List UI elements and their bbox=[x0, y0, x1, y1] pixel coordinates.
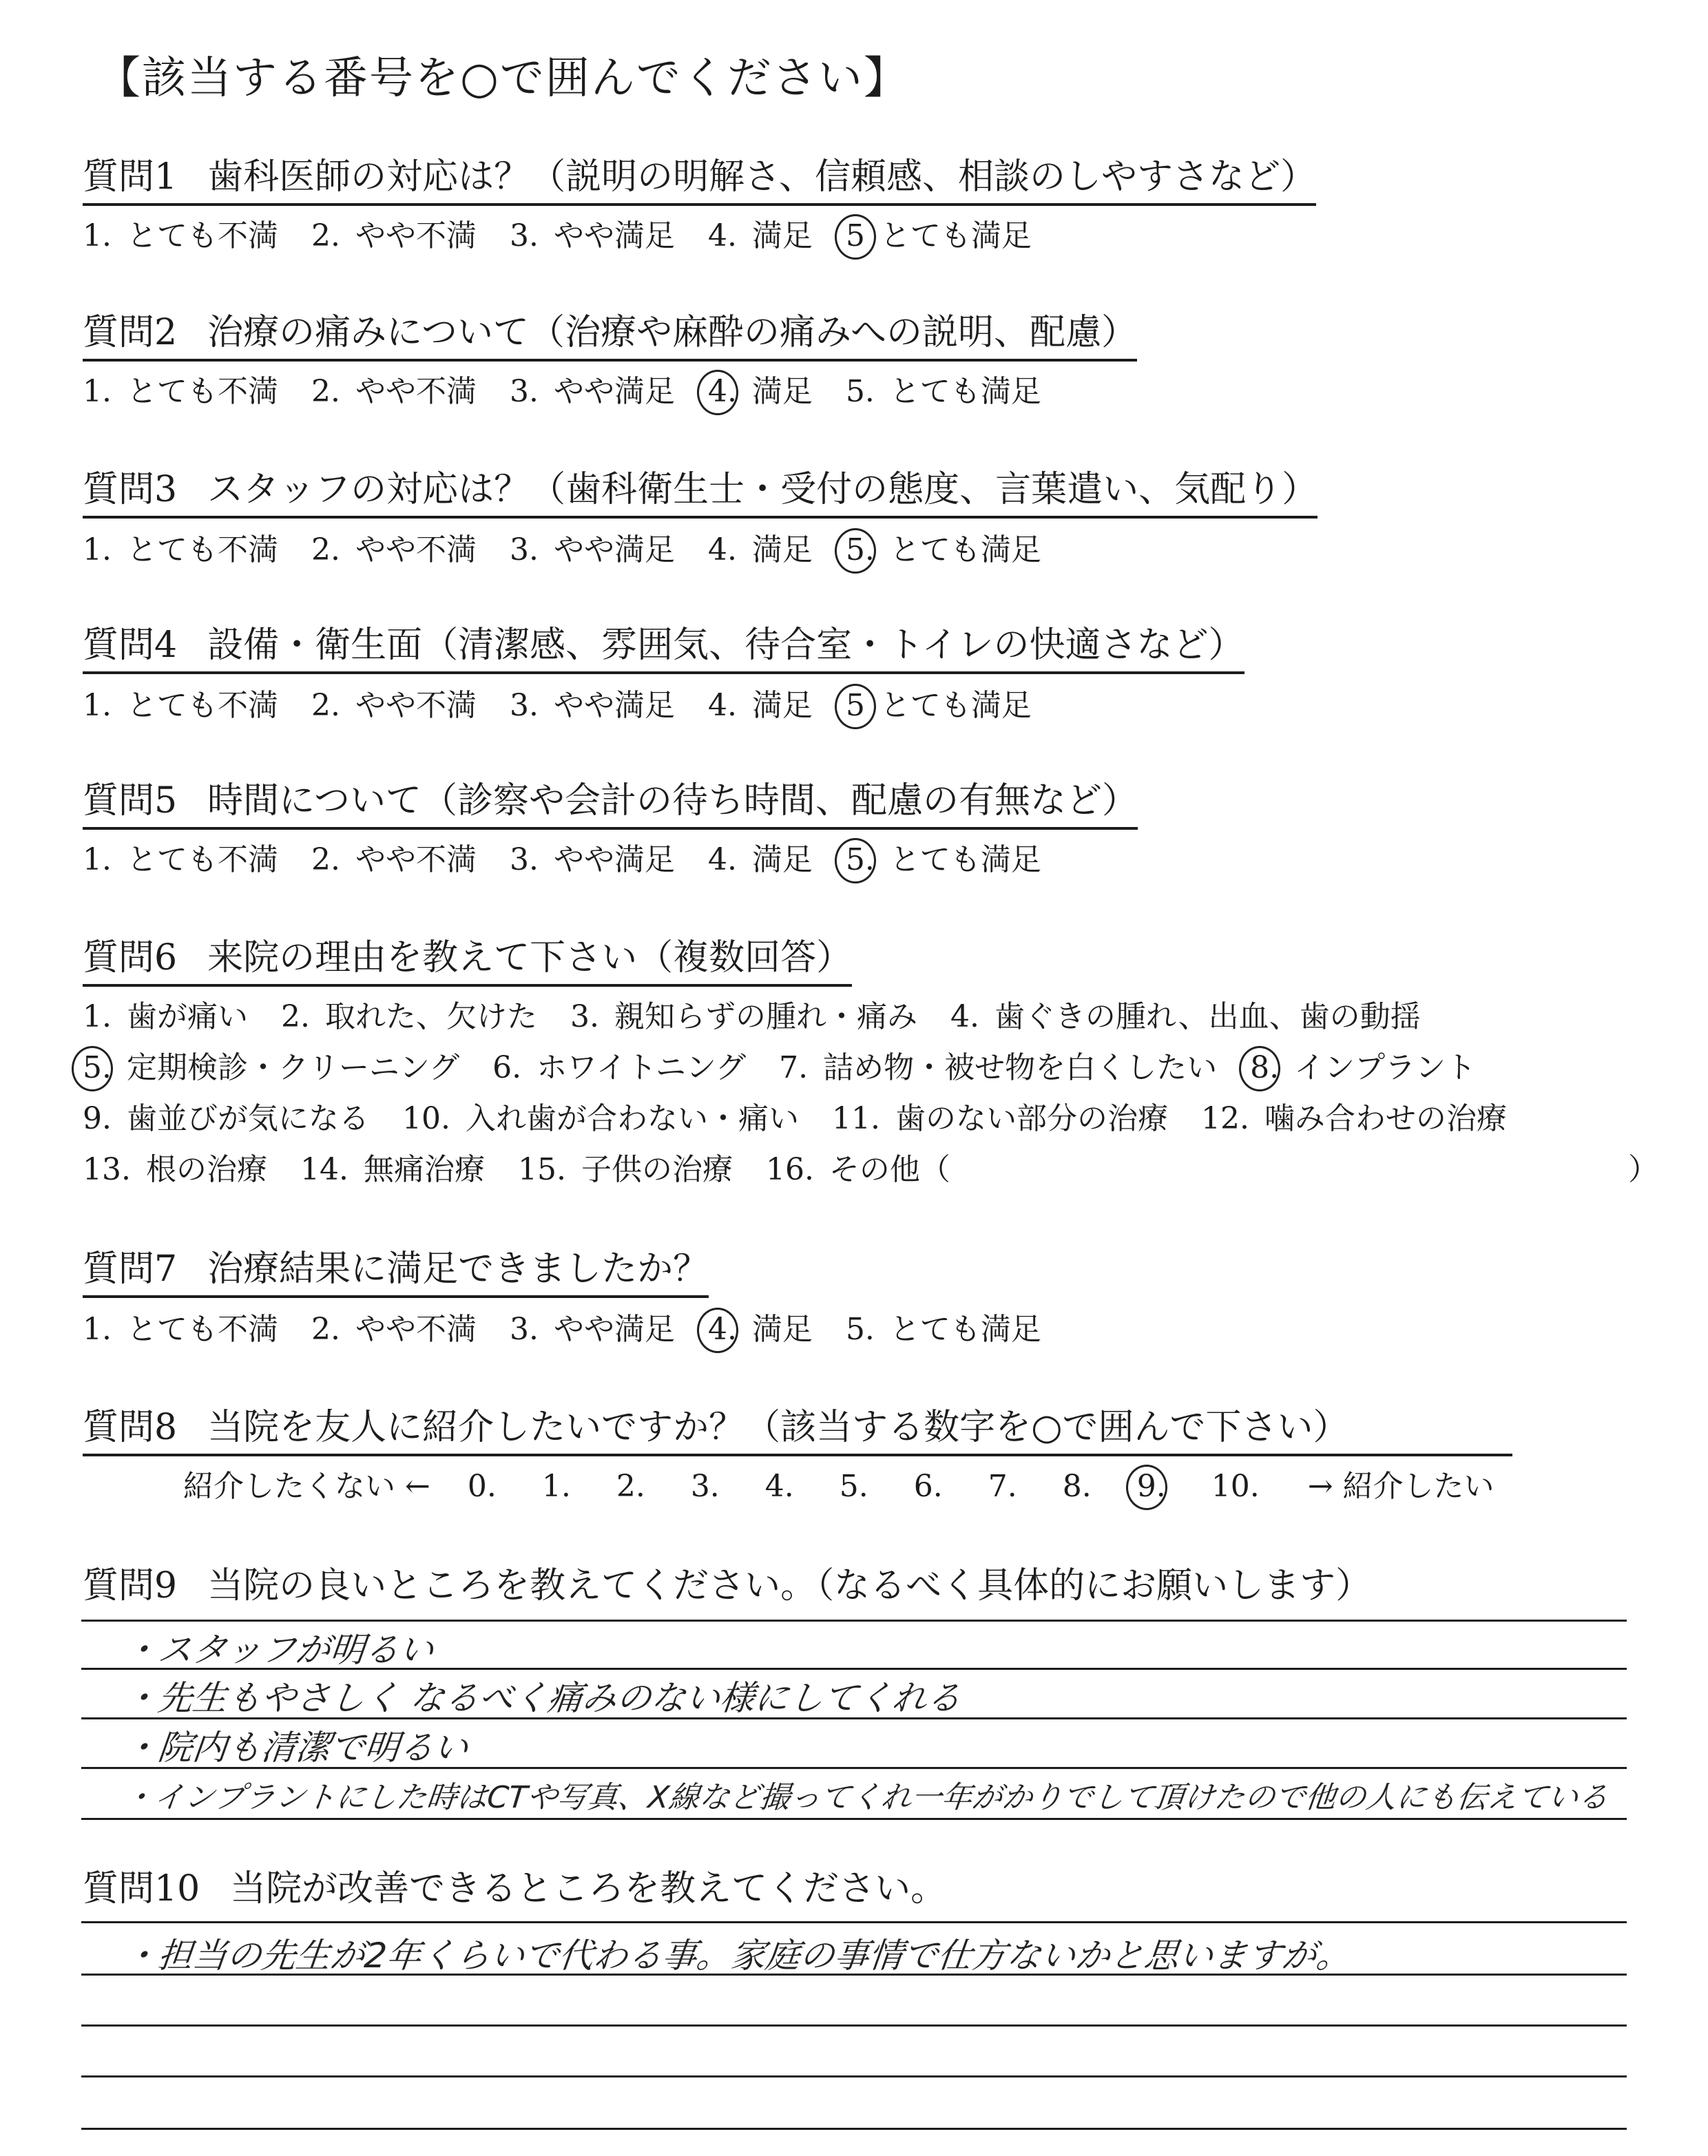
option-1[interactable] bbox=[83, 366, 278, 410]
question-number: 質問6 bbox=[83, 937, 178, 978]
option-number: 1. bbox=[83, 532, 112, 567]
scale-4[interactable] bbox=[765, 1469, 809, 1504]
scale-0[interactable] bbox=[468, 1469, 512, 1504]
option-5[interactable] bbox=[846, 1304, 1041, 1348]
reason-16[interactable] bbox=[766, 1144, 950, 1189]
option-number: 16. bbox=[765, 1152, 814, 1187]
q3-options bbox=[83, 525, 1074, 569]
question-9 bbox=[83, 1556, 1371, 1608]
option-3[interactable] bbox=[510, 680, 675, 724]
option-number: 2. bbox=[311, 374, 340, 409]
option-number: 5. bbox=[845, 374, 875, 409]
option-label: 満足 bbox=[751, 842, 813, 877]
circled-option-number: 9. bbox=[1136, 1469, 1166, 1504]
option-4[interactable] bbox=[708, 1304, 813, 1348]
option-number: 2. bbox=[311, 532, 340, 567]
option-1[interactable] bbox=[83, 211, 278, 255]
option-number: 8. bbox=[1062, 1469, 1092, 1504]
option-5[interactable] bbox=[846, 680, 1032, 724]
scale-3[interactable] bbox=[691, 1469, 735, 1504]
scale-8[interactable] bbox=[1063, 1469, 1107, 1504]
option-label: とても満足 bbox=[889, 842, 1041, 877]
option-number: 1. bbox=[83, 842, 112, 877]
question-number: 質問2 bbox=[83, 312, 178, 353]
option-label: やや満足 bbox=[553, 1312, 675, 1347]
question-number: 質問9 bbox=[83, 1565, 178, 1606]
option-label: 歯並びが気になる bbox=[126, 1101, 369, 1136]
reason-2[interactable] bbox=[281, 992, 537, 1036]
q5-options bbox=[83, 835, 1074, 879]
option-5[interactable] bbox=[846, 525, 1041, 569]
q9-rule-line bbox=[81, 1620, 1627, 1622]
reason-15[interactable] bbox=[518, 1144, 733, 1189]
option-label: やや不満 bbox=[355, 532, 477, 567]
option-number: 4. bbox=[764, 1469, 794, 1504]
option-label: やや満足 bbox=[553, 688, 675, 723]
option-label: インプラント bbox=[1294, 1050, 1477, 1085]
option-number: 13. bbox=[83, 1152, 131, 1187]
option-number: 10. bbox=[1211, 1469, 1260, 1504]
option-label: やや不満 bbox=[355, 218, 477, 253]
option-1[interactable] bbox=[83, 835, 278, 879]
question-text: スタッフの対応は？（歯科衛生士・受付の態度、言葉遣い、気配り） bbox=[207, 469, 1318, 510]
option-label: その他（ bbox=[829, 1152, 950, 1187]
q6-row-3 bbox=[83, 1093, 1540, 1138]
circled-option-number: 4. bbox=[707, 374, 737, 409]
question-text: 当院が改善できるところを教えてください。 bbox=[230, 1868, 947, 1909]
option-3[interactable] bbox=[510, 525, 675, 569]
option-number: 12. bbox=[1200, 1101, 1249, 1136]
q6-row-2 bbox=[83, 1043, 1509, 1087]
option-number: 2. bbox=[311, 688, 340, 723]
option-number: 3. bbox=[570, 999, 599, 1034]
option-label: 歯のない部分の治療 bbox=[895, 1101, 1168, 1136]
option-label: とても不満 bbox=[126, 1312, 278, 1347]
option-label: 詰め物・被せ物を白くしたい bbox=[823, 1050, 1218, 1085]
question-number: 質問8 bbox=[83, 1407, 178, 1448]
option-label: 満足 bbox=[751, 218, 813, 253]
q2-options bbox=[83, 366, 1074, 410]
option-number: 1. bbox=[83, 218, 112, 253]
option-number: 1. bbox=[83, 999, 112, 1034]
option-number: 2. bbox=[311, 1312, 340, 1347]
option-number: 1. bbox=[83, 1312, 112, 1347]
circled-option-number: 8. bbox=[1250, 1050, 1280, 1085]
option-3[interactable] bbox=[510, 366, 675, 410]
option-number: 2. bbox=[616, 1469, 645, 1504]
option-label: 入れ歯が合わない・痛い bbox=[465, 1101, 799, 1136]
option-number: 0. bbox=[467, 1469, 497, 1504]
option-3[interactable] bbox=[510, 1304, 675, 1348]
option-3[interactable] bbox=[510, 835, 675, 879]
option-number: 10. bbox=[402, 1101, 450, 1136]
circled-option-number: 4. bbox=[707, 1312, 737, 1347]
question-10 bbox=[83, 1859, 946, 1911]
option-number: 3. bbox=[509, 218, 539, 253]
reason-9[interactable] bbox=[83, 1093, 369, 1138]
circled-option-number: 5 bbox=[845, 688, 865, 723]
option-label: 親知らずの腫れ・痛み bbox=[614, 999, 917, 1034]
reason-5[interactable] bbox=[83, 1043, 459, 1087]
circled-option-number: 5. bbox=[845, 532, 875, 567]
option-number: 4. bbox=[707, 218, 737, 253]
q10-rule-line bbox=[81, 2075, 1627, 2077]
q10-rule-line bbox=[81, 1921, 1627, 1923]
option-number: 6. bbox=[492, 1050, 522, 1085]
option-number: 4. bbox=[707, 688, 737, 723]
option-label: 子供の治療 bbox=[581, 1152, 733, 1187]
q9-rule-line bbox=[81, 1818, 1627, 1820]
option-4[interactable] bbox=[708, 211, 813, 255]
scale-6[interactable] bbox=[914, 1469, 958, 1504]
q1-options bbox=[83, 211, 1065, 255]
option-number: 3. bbox=[509, 842, 539, 877]
option-label: 根の治療 bbox=[145, 1152, 267, 1187]
option-label: 歯が痛い bbox=[126, 999, 248, 1034]
question-number: 質問5 bbox=[83, 780, 178, 821]
option-label: とても不満 bbox=[126, 374, 278, 409]
q8-left-label: 紹介したくない ← bbox=[183, 1469, 430, 1504]
question-text: 当院の良いところを教えてください。（なるべく具体的にお願いします） bbox=[207, 1565, 1372, 1606]
question-1 bbox=[83, 147, 1316, 206]
option-number: 3. bbox=[509, 1312, 539, 1347]
reason-8[interactable] bbox=[1250, 1043, 1476, 1087]
q6-other-close-paren: ） bbox=[1628, 1152, 1658, 1187]
reason-3[interactable] bbox=[570, 992, 917, 1036]
option-label: やや不満 bbox=[355, 1312, 477, 1347]
option-label: ホワイトニング bbox=[537, 1050, 747, 1085]
option-4[interactable] bbox=[708, 680, 813, 724]
option-number: 1. bbox=[541, 1469, 571, 1504]
option-label: 満足 bbox=[751, 374, 813, 409]
option-label: とても満足 bbox=[889, 374, 1041, 409]
q8-right-label: → 紹介したい bbox=[1307, 1469, 1494, 1504]
q9-answer-3: ・院内も清潔で明るい bbox=[121, 1728, 470, 1768]
option-label: やや不満 bbox=[355, 688, 477, 723]
option-number: 5. bbox=[845, 1312, 875, 1347]
option-2[interactable] bbox=[311, 211, 477, 255]
question-text: 設備・衛生面（清潔感、雰囲気、待合室・トイレの快適さなど） bbox=[207, 625, 1244, 666]
option-label: 取れた、欠けた bbox=[324, 999, 537, 1034]
option-1[interactable] bbox=[83, 680, 278, 724]
reason-13[interactable] bbox=[83, 1144, 267, 1189]
option-label: 満足 bbox=[751, 688, 813, 723]
reason-7[interactable] bbox=[779, 1043, 1217, 1087]
reason-4[interactable] bbox=[950, 992, 1421, 1036]
reason-6[interactable] bbox=[492, 1043, 746, 1087]
option-number: 9. bbox=[83, 1101, 112, 1136]
option-label: 満足 bbox=[751, 532, 813, 567]
question-text: 当院を友人に紹介したいですか？（該当する数字を○で囲んで下さい） bbox=[207, 1407, 1349, 1448]
option-number: 7. bbox=[988, 1469, 1017, 1504]
q9-answer-2: ・先生もやさしく なるべく痛みのない様にしてくれる bbox=[121, 1678, 964, 1718]
option-number: 1. bbox=[83, 688, 112, 723]
question-text: 治療結果に満足できましたか？ bbox=[207, 1248, 709, 1290]
scale-10[interactable] bbox=[1211, 1469, 1275, 1504]
option-2[interactable] bbox=[311, 680, 477, 724]
question-text: 時間について（診察や会計の待ち時間、配慮の有無など） bbox=[207, 780, 1138, 821]
q6-row-1 bbox=[83, 992, 1454, 1036]
question-text: 治療の痛みについて（治療や麻酔の痛みへの説明、配慮） bbox=[207, 312, 1138, 353]
circled-option-number: 5. bbox=[83, 1050, 112, 1085]
reason-14[interactable] bbox=[300, 1144, 485, 1189]
option-number: 3. bbox=[509, 374, 539, 409]
option-number: 6. bbox=[913, 1469, 943, 1504]
option-label: 定期検診・クリーニング bbox=[126, 1050, 460, 1085]
option-3[interactable] bbox=[510, 211, 675, 255]
option-1[interactable] bbox=[83, 525, 278, 569]
option-number: 4. bbox=[950, 999, 979, 1034]
option-label: やや不満 bbox=[355, 374, 477, 409]
reason-12[interactable] bbox=[1201, 1093, 1507, 1138]
option-number: 2. bbox=[311, 218, 340, 253]
form-heading: 【該当する番号を○で囲んでください】 bbox=[96, 53, 909, 104]
option-label: とても不満 bbox=[126, 688, 278, 723]
option-number: 4. bbox=[707, 842, 737, 877]
option-label: とても不満 bbox=[126, 218, 278, 253]
option-number: 2. bbox=[280, 999, 310, 1034]
question-number: 質問4 bbox=[83, 625, 178, 666]
scale-5[interactable] bbox=[840, 1469, 884, 1504]
q8-scale bbox=[183, 1461, 1494, 1505]
option-number: 14. bbox=[300, 1152, 348, 1187]
q10-rule-line bbox=[81, 2128, 1627, 2130]
q4-options bbox=[83, 680, 1065, 724]
circled-option-number: 5 bbox=[845, 218, 865, 253]
option-number: 7. bbox=[779, 1050, 809, 1085]
option-label: やや満足 bbox=[553, 374, 675, 409]
option-2[interactable] bbox=[311, 835, 477, 879]
scale-2[interactable] bbox=[616, 1469, 660, 1504]
option-number: 3. bbox=[509, 688, 539, 723]
question-8 bbox=[83, 1398, 1512, 1456]
option-label: とても満足 bbox=[879, 688, 1032, 723]
option-number: 2. bbox=[311, 842, 340, 877]
option-label: やや満足 bbox=[553, 532, 675, 567]
question-number: 質問1 bbox=[83, 156, 178, 198]
option-number: 4. bbox=[707, 532, 737, 567]
question-6 bbox=[83, 928, 852, 987]
question-number: 質問7 bbox=[83, 1248, 178, 1290]
option-number: 15. bbox=[517, 1152, 566, 1187]
scale-7[interactable] bbox=[988, 1469, 1032, 1504]
reason-11[interactable] bbox=[832, 1093, 1168, 1138]
scale-9[interactable] bbox=[1137, 1469, 1181, 1504]
option-label: とても不満 bbox=[126, 532, 278, 567]
option-label: やや満足 bbox=[553, 218, 675, 253]
q6-row-4 bbox=[83, 1144, 983, 1189]
question-2 bbox=[83, 303, 1137, 362]
option-label: とても不満 bbox=[126, 842, 278, 877]
circled-option-number: 5. bbox=[845, 842, 875, 877]
q9-answer-4: ・インプラントにした時はCTや写真、X線など撮ってくれ一年がかりでして頂けたので他の人にも伝えている bbox=[121, 1780, 1610, 1815]
option-4[interactable] bbox=[708, 366, 813, 410]
scale-1[interactable] bbox=[542, 1469, 586, 1504]
option-label: 歯ぐきの腫れ、出血、歯の動揺 bbox=[994, 999, 1421, 1034]
option-2[interactable] bbox=[311, 525, 477, 569]
option-2[interactable] bbox=[311, 1304, 477, 1348]
reason-10[interactable] bbox=[402, 1093, 799, 1138]
option-number: 11. bbox=[831, 1101, 880, 1136]
q10-rule-line bbox=[81, 2024, 1627, 2027]
option-number: 3. bbox=[509, 532, 539, 567]
question-7 bbox=[83, 1239, 709, 1298]
option-5[interactable] bbox=[846, 366, 1041, 410]
question-text: 来院の理由を教えて下さい（複数回答） bbox=[207, 937, 853, 978]
reason-1[interactable] bbox=[83, 992, 248, 1036]
option-number: 1. bbox=[83, 374, 112, 409]
option-5[interactable] bbox=[846, 835, 1041, 879]
option-label: 満足 bbox=[751, 1312, 813, 1347]
option-4[interactable] bbox=[708, 525, 813, 569]
option-label: 無痛治療 bbox=[363, 1152, 485, 1187]
option-label: とても満足 bbox=[879, 218, 1032, 253]
option-4[interactable] bbox=[708, 835, 813, 879]
option-number: 5. bbox=[839, 1469, 868, 1504]
question-4 bbox=[83, 616, 1244, 674]
option-2[interactable] bbox=[311, 366, 477, 410]
question-text: 歯科医師の対応は？（説明の明解さ、信頼感、相談のしやすさなど） bbox=[207, 156, 1317, 198]
option-label: とても満足 bbox=[889, 532, 1041, 567]
option-5[interactable] bbox=[846, 211, 1032, 255]
option-label: やや満足 bbox=[553, 842, 675, 877]
question-5 bbox=[83, 771, 1138, 830]
q10-answer-1: ・担当の先生が2年くらいで代わる事。家庭の事情で仕方ないかと思いますが。 bbox=[121, 1936, 1353, 1976]
option-label: やや不満 bbox=[355, 842, 477, 877]
option-label: 噛み合わせの治療 bbox=[1264, 1101, 1507, 1136]
option-number: 3. bbox=[690, 1469, 720, 1504]
option-1[interactable] bbox=[83, 1304, 278, 1348]
q7-options bbox=[83, 1304, 1074, 1348]
question-number: 質問3 bbox=[83, 469, 178, 510]
question-3 bbox=[83, 460, 1318, 519]
q9-answer-1: ・スタッフが明るい bbox=[121, 1630, 436, 1670]
option-label: とても満足 bbox=[889, 1312, 1041, 1347]
question-number: 質問10 bbox=[83, 1868, 200, 1909]
